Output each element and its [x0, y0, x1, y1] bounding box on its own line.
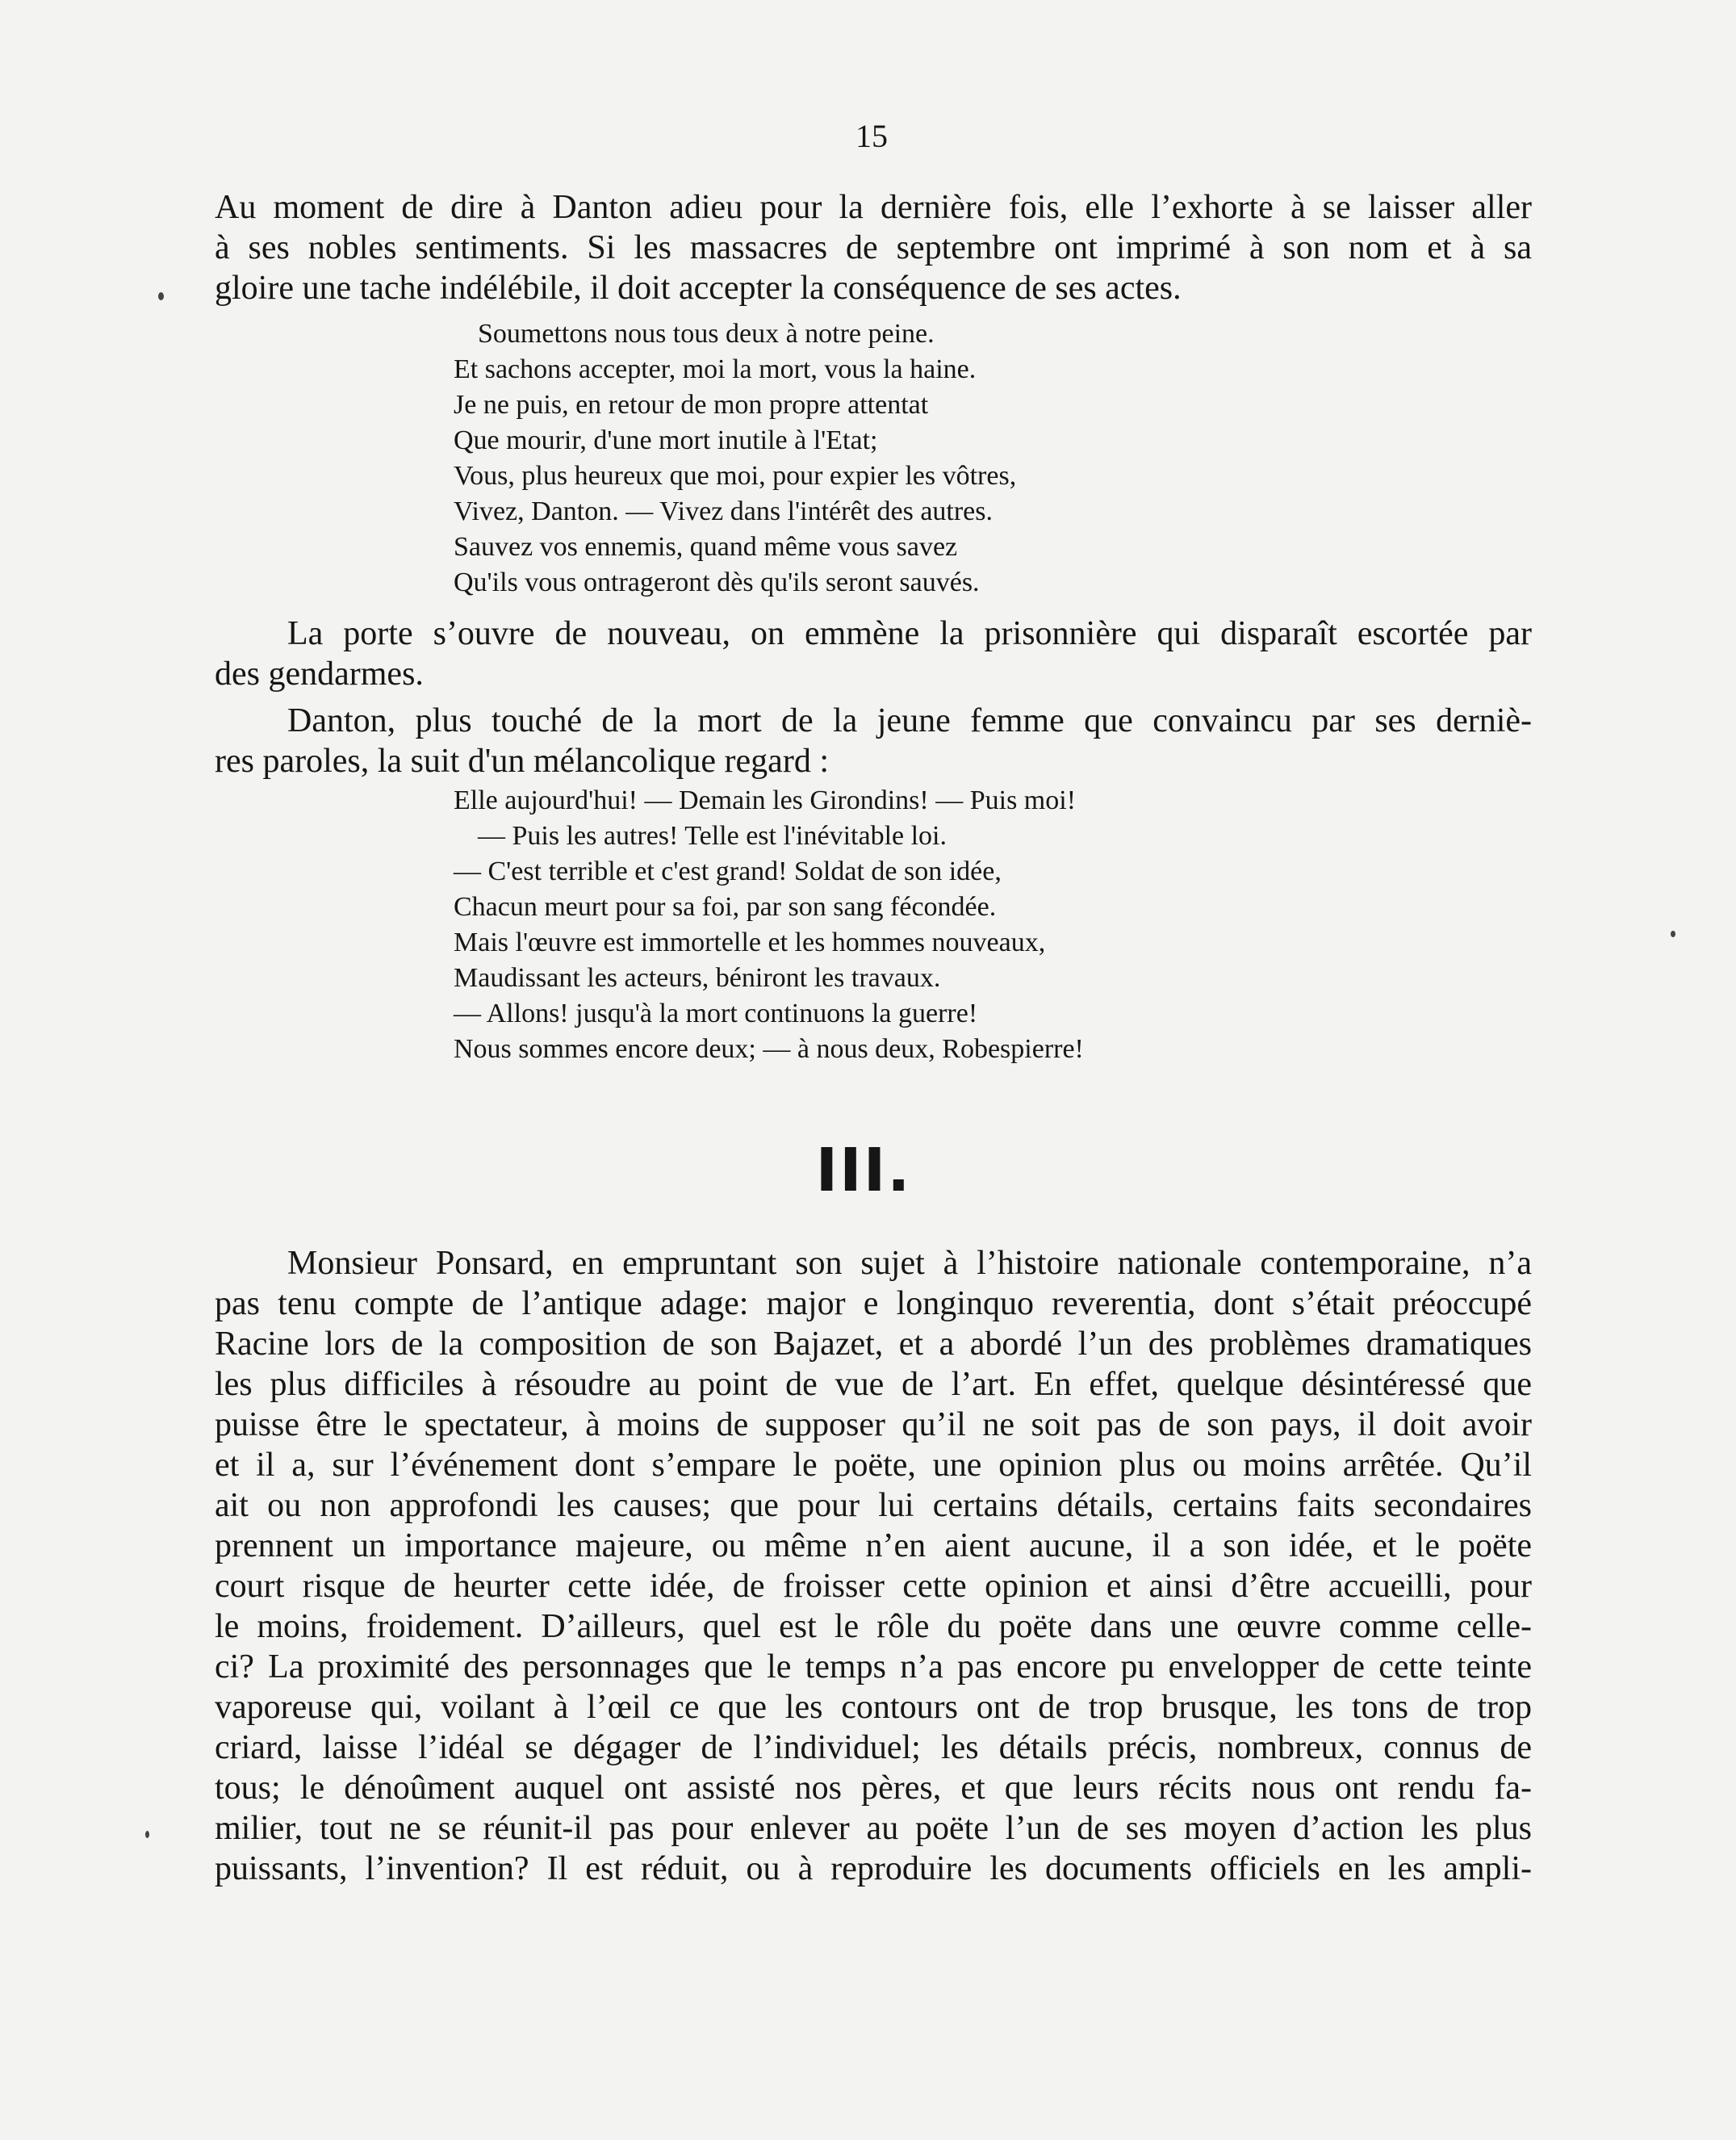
- text-line: court risque de heurter cette idée, de froisser cette opinion et ainsi d’être accueilli, pour: [215, 1568, 1532, 1605]
- verse-line: Vous, plus heureux que moi, pour expier les vôtres,: [454, 461, 1017, 491]
- text-line: Racine lors de la composition de son Bajazet, et a abordé l’un des problèmes dramatiques: [215, 1325, 1532, 1363]
- verse-line: — Allons! jusqu'à la mort continuons la guerre!: [454, 999, 978, 1028]
- paragraph-prisoner: [215, 614, 1532, 694]
- verse-line: Qu'ils vous ontrageront dès qu'ils seront sauvés.: [454, 567, 980, 597]
- text-line: Au moment de dire à Danton adieu pour la dernière fois, elle l’exhorte à se laisser aller: [215, 189, 1532, 226]
- text-line: Danton, plus touché de la mort de la jeune femme que convaincu par ses derniè-: [287, 702, 1532, 739]
- verse-line: — C'est terrible et c'est grand! Soldat de son idée,: [454, 856, 1002, 886]
- text-line: les plus difficiles à résoudre au point de vue de l’art. En effet, quelque désintéressé que: [215, 1366, 1532, 1403]
- verse-line: Je ne puis, en retour de mon propre attentat: [454, 390, 929, 420]
- text-line: milier, tout ne se réunit-il pas pour enlever au poëte l’un de ses moyen d’action les plus: [215, 1810, 1532, 1847]
- text-line: ci? La proximité des personnages que le temps n’a pas encore pu envelopper de cette teinte: [215, 1648, 1532, 1686]
- verse-line: Vivez, Danton. — Vivez dans l'intérêt des autres.: [454, 496, 993, 526]
- text-line: puissants, l’invention? Il est réduit, ou à reproduire les documents officiels en les ampli-: [215, 1850, 1532, 1887]
- ink-speck: [158, 292, 164, 300]
- paragraph-opening: [215, 187, 1532, 308]
- verse-line: Chacun meurt pour sa foi, par son sang fécondée.: [454, 892, 997, 922]
- verse-line: Mais l'œuvre est immortelle et les hommes nouveaux,: [454, 928, 1046, 957]
- verse-line: — Puis les autres! Telle est l'inévitable loi.: [478, 821, 947, 851]
- ink-speck: [145, 1831, 149, 1838]
- text-line: et il a, sur l’événement dont s’empare le poëte, une opinion plus ou moins arrêtée. Qu’il: [215, 1447, 1532, 1484]
- paragraph-ponsard: [215, 1243, 1532, 1889]
- ink-speck: [1671, 931, 1675, 937]
- paragraph-danton: [215, 701, 1532, 781]
- text-line: criard, laisse l’idéal se dégager de l’individuel; les détails précis, nombreux, connus de: [215, 1729, 1532, 1766]
- text-line: La porte s’ouvre de nouveau, on emmène la prisonnière qui disparaît escortée par: [287, 615, 1532, 652]
- verse-line: Et sachons accepter, moi la mort, vous la haine.: [454, 354, 977, 384]
- text-line: prennent un importance majeure, ou même n’en aient aucune, il a son idée, et le poëte: [215, 1527, 1532, 1564]
- text-line: le moins, froidement. D’ailleurs, quel est le rôle du poëte dans une œuvre comme celle-: [215, 1608, 1532, 1645]
- verse-line: Nous sommes encore deux; — à nous deux, Robespierre!: [454, 1034, 1084, 1064]
- text-line: des gendarmes.: [215, 655, 424, 693]
- page-number: 15: [855, 118, 888, 154]
- verse-line: Elle aujourd'hui! — Demain les Girondins! — Puis moi!: [454, 785, 1077, 815]
- verse-quotation-2: [454, 783, 1084, 1067]
- verse-line: Sauvez vos ennemis, quand même vous savez: [454, 532, 958, 562]
- text-line: pas tenu compte de l’antique adage: major e longinquo reverentia, dont s’était préoccupé: [215, 1285, 1532, 1322]
- text-line: res paroles, la suit d'un mélancolique regard :: [215, 743, 829, 780]
- text-line: Monsieur Ponsard, en empruntant son sujet à l’histoire nationale contemporaine, n’a: [287, 1245, 1532, 1282]
- text-line: puisse être le spectateur, à moins de supposer qu’il ne soit pas de son pays, il doit avoir: [215, 1406, 1532, 1443]
- text-line: vaporeuse qui, voilant à l’œil ce que les contours ont de trop brusque, les tons de trop: [215, 1689, 1532, 1726]
- verse-line: Que mourir, d'une mort inutile à l'Etat;: [454, 425, 878, 455]
- verse-quotation-1: [454, 316, 1016, 601]
- text-line: gloire une tache indélébile, il doit accepter la conséquence de ses actes.: [215, 270, 1182, 307]
- text-line: à ses nobles sentiments. Si les massacres de septembre ont imprimé à son nom et à sa: [215, 229, 1532, 266]
- section-heading: III.: [815, 1136, 912, 1205]
- text-line: tous; le dénoûment auquel ont assisté nos pères, et que leurs récits nous ont rendu fa-: [215, 1769, 1532, 1807]
- verse-line: Soumettons nous tous deux à notre peine.: [478, 319, 935, 349]
- text-line: ait ou non approfondi les causes; que pour lui certains détails, certains faits secondaires: [215, 1487, 1532, 1524]
- verse-line: Maudissant les acteurs, béniront les travaux.: [454, 963, 941, 993]
